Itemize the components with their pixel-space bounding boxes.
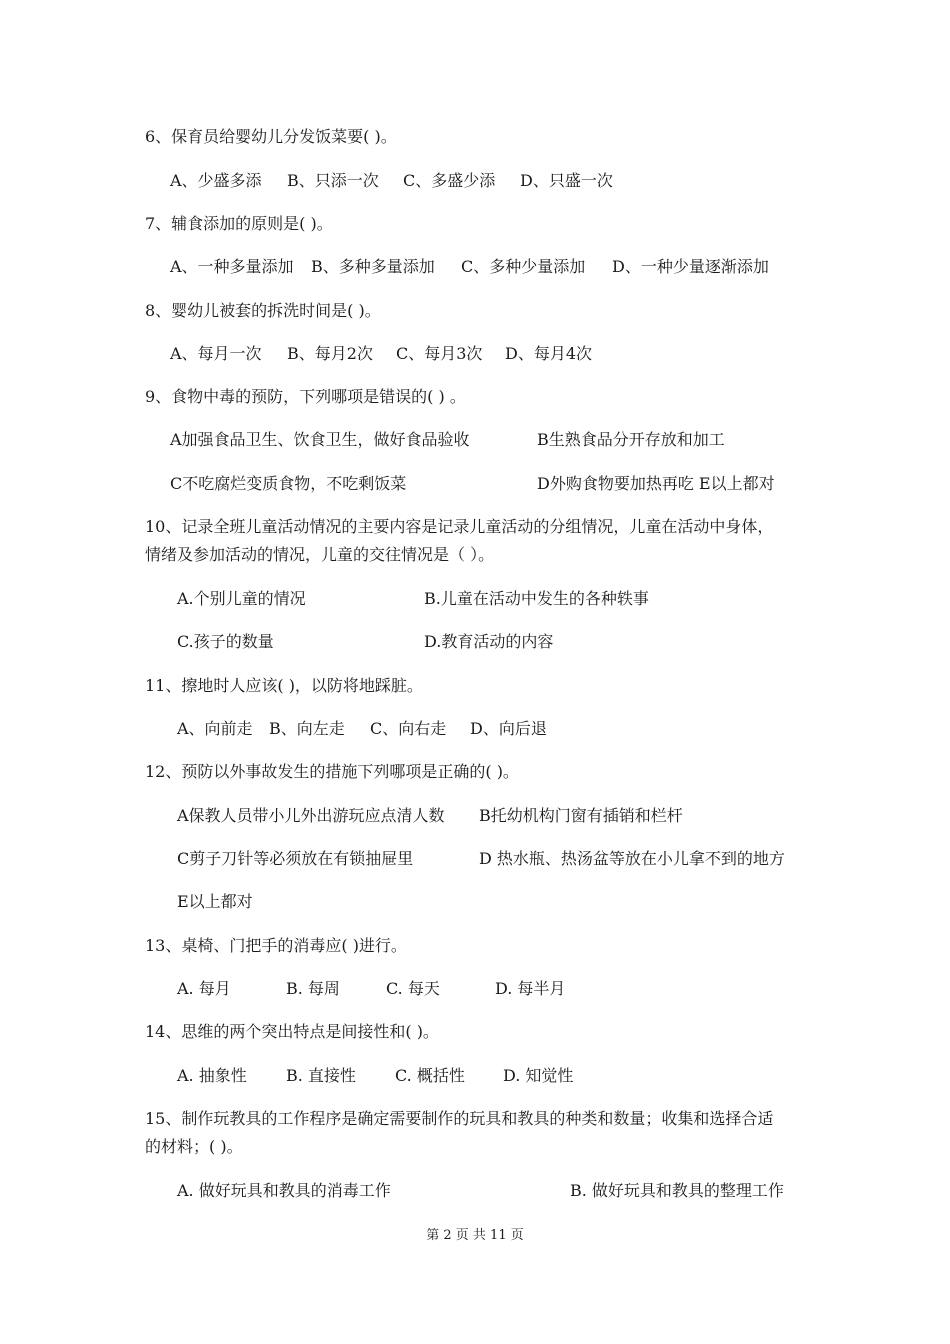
question-11-option-d: D、向后退 bbox=[470, 719, 547, 738]
question-10-option-a: A.个别儿童的情况 bbox=[177, 589, 306, 608]
question-15-option-a: A. 做好玩具和教具的消毒工作 bbox=[177, 1181, 391, 1200]
question-6-option-c: C、多盛少添 bbox=[403, 171, 496, 190]
question-8-option-a: A、每月一次 bbox=[170, 344, 262, 363]
question-12-option-d: D 热水瓶、热汤盆等放在小儿拿不到的地方 bbox=[479, 849, 785, 868]
question-9-option-a: A加强食品卫生、饮食卫生，做好食品验收 bbox=[170, 430, 470, 449]
question-8-stem: 8、婴幼儿被套的拆洗时间是( )。 bbox=[145, 301, 381, 320]
question-10-option-d: D.教育活动的内容 bbox=[424, 632, 554, 651]
question-7-option-c: C、多种少量添加 bbox=[461, 257, 586, 276]
question-12-option-e: E以上都对 bbox=[177, 892, 253, 911]
question-7-option-a: A、一种多量添加 bbox=[170, 257, 294, 276]
question-6-option-d: D、只盛一次 bbox=[520, 171, 613, 190]
question-15-stem-line-1: 15、制作玩教具的工作程序是确定需要制作的玩具和教具的种类和数量；收集和选择合适 bbox=[145, 1109, 774, 1128]
question-9-option-d: D外购食物要加热再吃 E以上都对 bbox=[537, 474, 775, 493]
question-14-option-a: A. 抽象性 bbox=[177, 1066, 247, 1085]
question-10-option-b: B.儿童在活动中发生的各种轶事 bbox=[424, 589, 649, 608]
question-11-stem: 11、擦地时人应该( )，以防将地踩脏。 bbox=[145, 676, 423, 695]
question-12-option-a: A保教人员带小儿外出游玩应点清人数 bbox=[177, 806, 445, 825]
question-14-option-b: B. 直接性 bbox=[286, 1066, 356, 1085]
question-14-stem: 14、思维的两个突出特点是间接性和( )。 bbox=[145, 1022, 439, 1041]
question-6-option-a: A、少盛多添 bbox=[170, 171, 262, 190]
question-15-stem-line-2: 的材料；( )。 bbox=[145, 1137, 243, 1156]
question-8-option-b: B、每月2次 bbox=[287, 344, 373, 363]
question-7-option-d: D、一种少量逐渐添加 bbox=[612, 257, 769, 276]
question-7-stem: 7、辅食添加的原则是( )。 bbox=[145, 214, 333, 233]
question-8-option-c: C、每月3次 bbox=[396, 344, 483, 363]
question-6-option-b: B、只添一次 bbox=[287, 171, 379, 190]
question-10-stem-line-1: 10、记录全班儿童活动情况的主要内容是记录儿童活动的分组情况，儿童在活动中身体， bbox=[145, 517, 774, 536]
question-14-option-c: C. 概括性 bbox=[395, 1066, 465, 1085]
question-10-stem-line-2: 情绪及参加活动的情况，儿童的交往情况是（ ）。 bbox=[145, 545, 495, 564]
question-13-option-d: D. 每半月 bbox=[495, 979, 566, 998]
question-9-option-b: B生熟食品分开存放和加工 bbox=[537, 430, 725, 449]
question-12-option-c: C剪子刀针等必须放在有锁抽屉里 bbox=[177, 849, 414, 868]
question-9-option-c: C不吃腐烂变质食物，不吃剩饭菜 bbox=[170, 474, 407, 493]
question-11-option-a: A、向前走 bbox=[177, 719, 253, 738]
question-6-stem: 6、保育员给婴幼儿分发饭菜要( )。 bbox=[145, 127, 397, 146]
question-8-option-d: D、每月4次 bbox=[505, 344, 593, 363]
question-13-option-a: A. 每月 bbox=[177, 979, 231, 998]
question-7-option-b: B、多种多量添加 bbox=[311, 257, 435, 276]
question-14-option-d: D. 知觉性 bbox=[503, 1066, 574, 1085]
question-11-option-c: C、向右走 bbox=[370, 719, 447, 738]
question-11-option-b: B、向左走 bbox=[269, 719, 345, 738]
question-9-stem: 9、食物中毒的预防，下列哪项是错误的( ) 。 bbox=[145, 387, 466, 406]
question-12-option-b: B托幼机构门窗有插销和栏杆 bbox=[479, 806, 683, 825]
question-13-option-b: B. 每周 bbox=[286, 979, 340, 998]
page-number-footer: 第 2 页 共 11 页 bbox=[426, 1228, 524, 1243]
question-13-stem: 13、桌椅、门把手的消毒应( )进行。 bbox=[145, 936, 407, 955]
question-13-option-c: C. 每天 bbox=[386, 979, 440, 998]
question-15-option-b: B. 做好玩具和教具的整理工作 bbox=[570, 1181, 784, 1200]
question-10-option-c: C.孩子的数量 bbox=[177, 632, 274, 651]
question-12-stem: 12、预防以外事故发生的措施下列哪项是正确的( )。 bbox=[145, 762, 519, 781]
